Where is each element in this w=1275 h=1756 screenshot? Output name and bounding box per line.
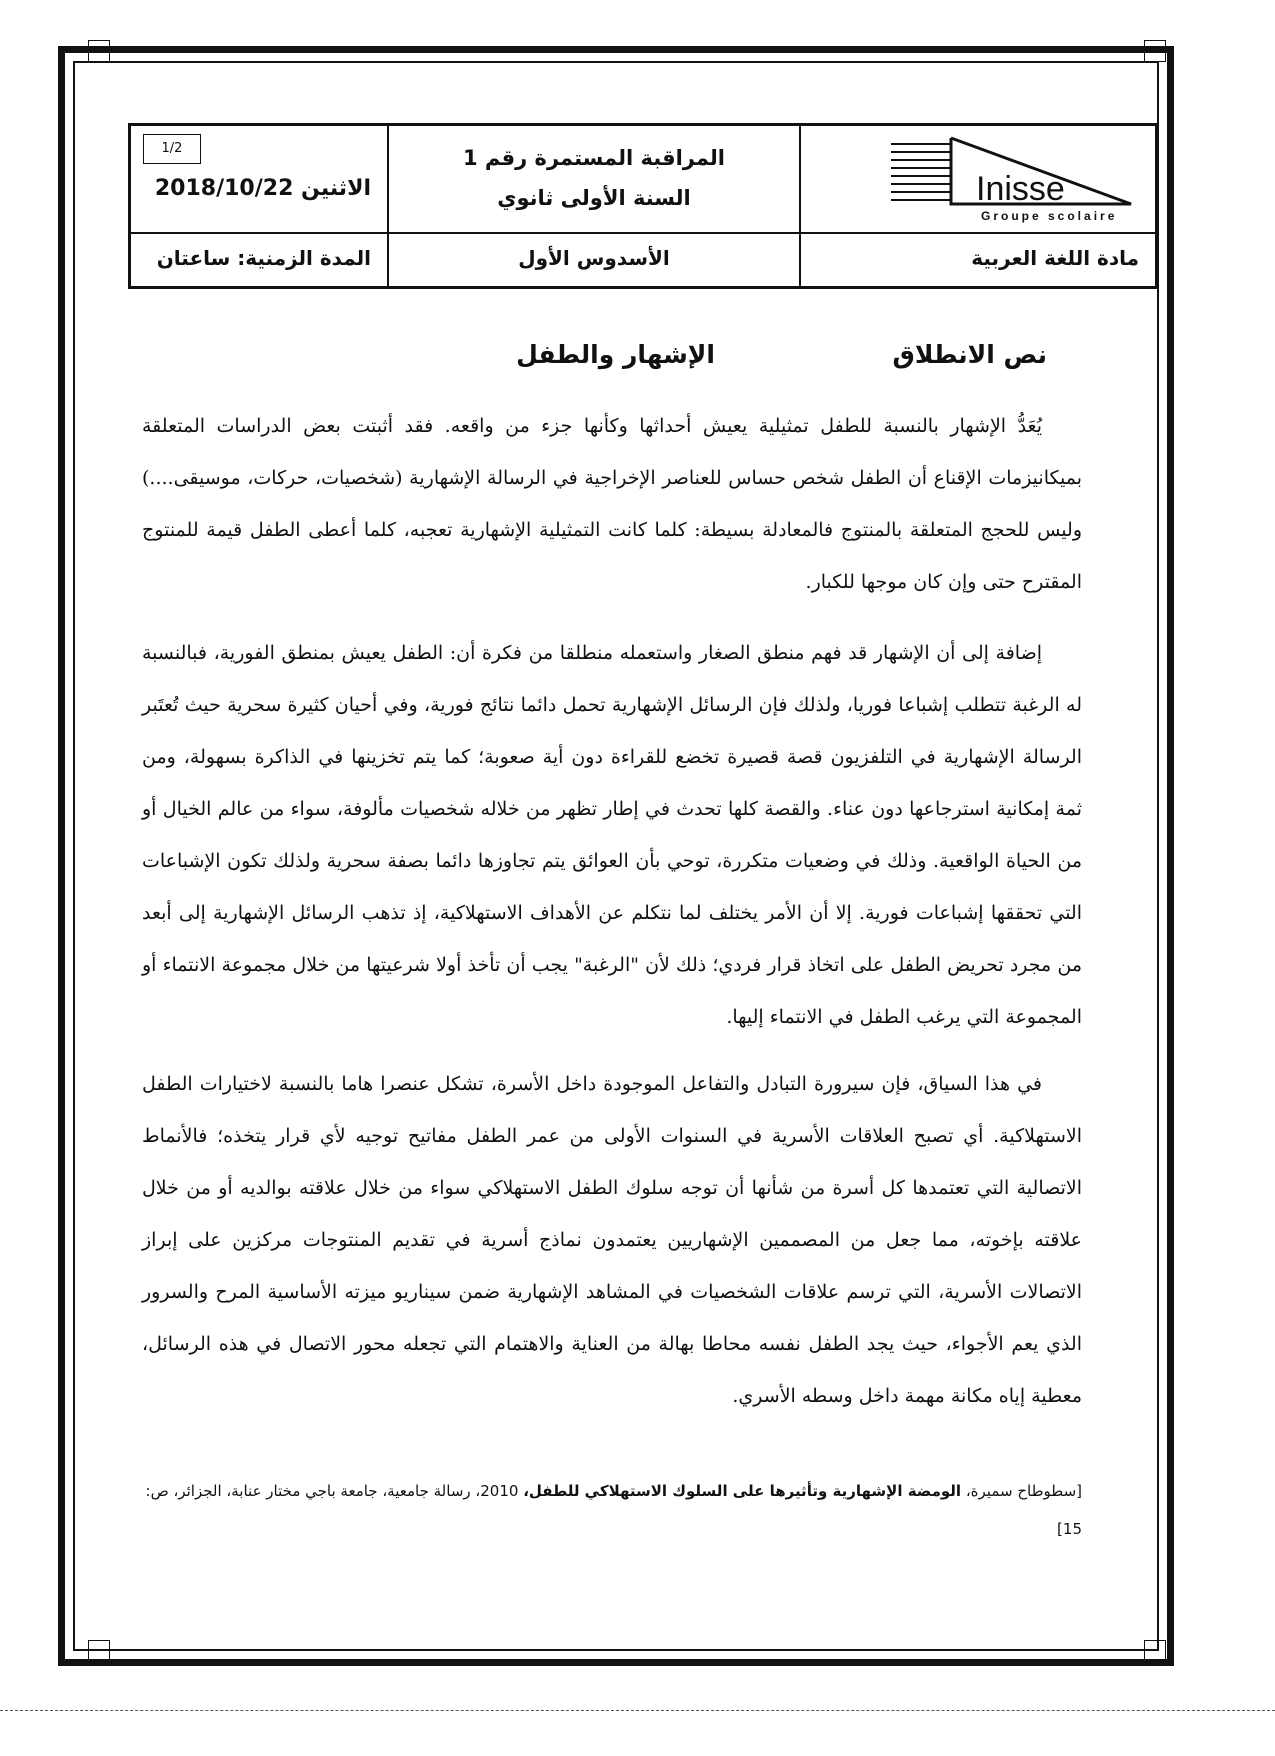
text-body [142, 400, 1082, 608]
exam-date: الاثنين 2018/10/22 [154, 176, 371, 201]
section-label: نص الانطلاق [892, 340, 1047, 369]
corner-mark [1144, 1640, 1166, 1662]
paragraph: إضافة إلى أن الإشهار قد فهم منطق الصغار واستعمله منطلقا من فكرة أن: الطفل يعيش بمنطق الفورية، فبالنسبة له الرغبة تتطلب إشباعا فوريا، ولذلك فإن الرسائل الإشهارية تحمل دائما نتائج فورية، وفي أحيان كثيرة سحرية حيث تُعتَبر الرسالة الإشهارية في التلفزيون قصة قصيرة تخضع للقراءة دون أية صعوبة؛ كما يتم تخزينها في الذاكرة بسهولة، ومن ثمة إمكانية استرجاعها دون عناء. والقصة كلها تحدث في إطار تظهر من خلاله شخصيات مألوفة، سواء من عالم الخيال أو من الحياة الواقعية. وذلك في وضعيات متكررة، توحي بأن العوائق يتم تجاوزها دائما بصفة سحرية ولذلك تكون الإشباعات التي تحققها إشباعات فورية. إلا أن الأمر يختلف لما نتكلم عن الأهداف الاستهلاكية، إذ تذهب الرسائل الإشهارية إلى أبعد من مجرد تحريض الطفل على اتخاذ قرار فردي؛ ذلك لأن "الرغبة" يجب أن تأخذ أولا شرعيتها من خلال مجموعة الانتماء أو المجموعة التي يرغب الطفل في الانتماء إليها. [142, 642, 1082, 1028]
exam-duration: المدة الزمنية: ساعتان [156, 246, 371, 270]
logo-tagline: Groupe scolaire [981, 209, 1118, 223]
paragraph: يُعَدُّ الإشهار بالنسبة للطفل تمثيلية يعيش أحداثها وكأنها جزء من واقعه. فقد أثبتت بعض الدراسات المتعلقة بميكانيزمات الإقناع أن الطفل شخص حساس للعناصر الإخراجية في الرسالة الإشهارية (شخصيات، حركات، موسيقى....) وليس للحجج المتعلقة بالمنتوج فالمعادلة بسيطة: كلما كانت التمثيلية الإشهارية تعجبه، كلما أعطى الطفل قيمة للمنتوج المقترح حتى وإن كان موجها للكبار. [142, 415, 1082, 593]
school-logo [831, 134, 1151, 229]
text-body [142, 627, 1082, 1043]
exam-title: المراقبة المستمرة رقم 1 [463, 146, 725, 170]
duration-cell [131, 234, 389, 286]
exam-info-cell [389, 126, 801, 234]
text-body [142, 1058, 1082, 1422]
exam-header-table [128, 123, 1158, 289]
citation-details: 2010، رسالة جامعية، جامعة باجي مختار عنابة، الجزائر، ص: 15] [145, 1482, 1082, 1538]
subject-cell [801, 234, 1155, 286]
corner-mark [88, 1640, 110, 1662]
paragraph: في هذا السياق، فإن سيرورة التبادل والتفاعل الموجودة داخل الأسرة، تشكل عنصرا هاما بالنسبة لاختيارات الطفل الاستهلاكية. أي تصبح العلاقات الأسرية في السنوات الأولى من عمر الطفل مفاتيح توجيه لأي قرار يتخذه؛ فالأنماط الاتصالية التي تعتمدها كل أسرة من شأنها أن توجه سلوك الطفل الاستهلاكي سواء من خلال علاقته بوالديه أو من خلال علاقته بإخوته، مما جعل من المصممين الإشهاريين يعتمدون نماذج أسرية في تقديم المنتوجات مركزين على إبراز الاتصالات الأسرية، التي ترسم علاقات الشخصيات في المشاهد الإشهارية ضمن سيناريو ميزته الأساسية المرح والسرور الذي يعم الأجواء، حيث يجد الطفل نفسه محاطا بهالة من العناية والاهتمام التي تجعله محور الاتصال في هذه الرسائل، معطية إياه مكانة مهمة داخل وسطه الأسري. [142, 1073, 1082, 1407]
semester-cell [389, 234, 801, 286]
corner-mark [1144, 40, 1166, 62]
subject: مادة اللغة العربية [971, 246, 1139, 270]
logo-cell [801, 126, 1155, 234]
grade-level: السنة الأولى ثانوي [497, 186, 691, 210]
page-number: 1/2 [143, 134, 201, 164]
corner-mark [88, 40, 110, 62]
text-title: الإشهار والطفل [516, 340, 715, 369]
page-edge-line [0, 1710, 1275, 1711]
citation-work-title: الومضة الإشهارية وتأثيرها على السلوك الاستهلاكي للطفل، [523, 1482, 962, 1500]
date-cell [131, 126, 389, 234]
citation [142, 1472, 1082, 1548]
citation-author: [سطوطاح سميرة، [965, 1482, 1082, 1500]
logo-name: Inisse [976, 170, 1065, 208]
semester: الأسدوس الأول [518, 246, 670, 270]
